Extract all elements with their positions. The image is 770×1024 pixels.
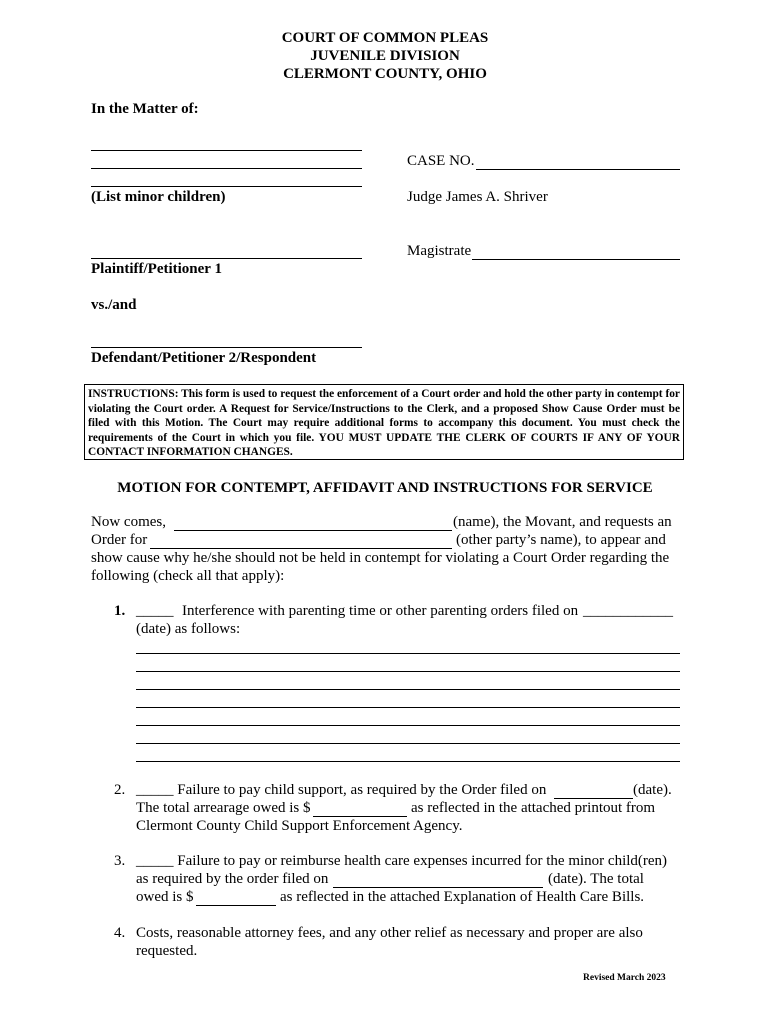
item-1-text: Interference with parenting time or other parenting orders filed on: [182, 603, 579, 619]
item-1-detail-line-6[interactable]: [136, 743, 680, 744]
item-4-line-2: requested.: [136, 943, 198, 959]
item-1-line-2: (date) as follows:: [136, 621, 241, 637]
case-no-line[interactable]: [476, 169, 680, 170]
item-3-line-3b: as reflected in the attached Explanation of Health Care Bills.: [280, 889, 645, 905]
instructions-box: INSTRUCTIONS: This form is used to request the enforcement of a Court order and hold the other party in contempt for violating the Court order. A Request for Service/Instructions to the Clerk, and a proposed Show Cause Order must be filed with this Motion. The Court may require additional forms to accompany this document. You must check the requirements of the Court in which you file. YOU MUST UPDATE THE CLERK OF COURTS IF ANY OF YOUR CONTACT INFORMATION CHANGES.: [84, 384, 684, 460]
item-3-date-line[interactable]: [333, 887, 543, 888]
item-2-number: 2.: [114, 782, 126, 798]
item-3-line-3a: owed is $: [136, 889, 194, 905]
order-for-label: Order for: [91, 532, 148, 548]
minor-child-line-2[interactable]: [91, 168, 362, 169]
item-1-number: 1.: [114, 603, 126, 619]
magistrate-label: Magistrate: [407, 243, 472, 259]
list-minor-children-label: (List minor children): [91, 189, 226, 205]
plaintiff-label: Plaintiff/Petitioner 1: [91, 261, 222, 277]
plaintiff-name-line[interactable]: [91, 258, 362, 259]
item-3-number: 3.: [114, 853, 126, 869]
intro-line-3: show cause why he/she should not be held in contempt for violating a Court Order regarding the: [91, 550, 670, 566]
item-1-detail-line-4[interactable]: [136, 707, 680, 708]
item-2-line-1a: _____ Failure to pay child support, as required by the Order filed on: [136, 782, 547, 798]
item-3-line-1: _____ Failure to pay or reimburse health care expenses incurred for the minor child(ren): [136, 853, 668, 869]
county-name: CLERMONT COUNTY, OHIO: [283, 66, 487, 82]
item-3-amount-line[interactable]: [196, 905, 276, 906]
item-2-amount-line[interactable]: [313, 816, 407, 817]
magistrate-line[interactable]: [472, 259, 680, 260]
item-1-detail-line-3[interactable]: [136, 689, 680, 690]
item-2-date-line[interactable]: [554, 798, 633, 799]
intro-line-4: following (check all that apply):: [91, 568, 285, 584]
movant-name-label: (name), the Movant, and requests an: [453, 514, 672, 530]
item-1-detail-line-2[interactable]: [136, 671, 680, 672]
item-4-line-1: Costs, reasonable attorney fees, and any other relief as necessary and proper are also: [136, 925, 643, 941]
item-2-line-3: Clermont County Child Support Enforcement Agency.: [136, 818, 463, 834]
case-no-label: CASE NO.: [407, 153, 475, 169]
item-1-detail-line-7[interactable]: [136, 761, 680, 762]
item-1-date-blank[interactable]: ____________: [583, 603, 673, 619]
defendant-label: Defendant/Petitioner 2/Respondent: [91, 350, 317, 366]
division-name: JUVENILE DIVISION: [310, 48, 460, 64]
motion-title: MOTION FOR CONTEMPT, AFFIDAVIT AND INSTRUCTIONS FOR SERVICE: [117, 480, 653, 496]
vs-label: vs./and: [91, 297, 137, 313]
minor-child-line-3[interactable]: [91, 186, 362, 187]
item-4-number: 4.: [114, 925, 126, 941]
item-1-detail-line-5[interactable]: [136, 725, 680, 726]
item-1-detail-line-1[interactable]: [136, 653, 680, 654]
item-3-line-2a: as required by the order filed on: [136, 871, 329, 887]
court-name: COURT OF COMMON PLEAS: [281, 30, 489, 46]
in-the-matter-label: In the Matter of:: [91, 101, 199, 117]
now-comes-label: Now comes,: [91, 514, 166, 530]
item-2-line-1b: (date).: [633, 782, 672, 798]
defendant-name-line[interactable]: [91, 347, 362, 348]
movant-name-line[interactable]: [174, 530, 452, 531]
item-2-line-2b: as reflected in the attached printout from: [411, 800, 656, 816]
item-2-line-2a: The total arrearage owed is $: [136, 800, 311, 816]
judge-name: Judge James A. Shriver: [407, 189, 548, 205]
item-1-check-blank[interactable]: _____: [136, 603, 174, 619]
revision-date: Revised March 2023: [583, 973, 666, 983]
other-party-line[interactable]: [150, 548, 452, 549]
item-3-line-2b: (date). The total: [548, 871, 644, 887]
other-party-label: (other party’s name), to appear and: [456, 532, 666, 548]
minor-child-line-1[interactable]: [91, 150, 362, 151]
